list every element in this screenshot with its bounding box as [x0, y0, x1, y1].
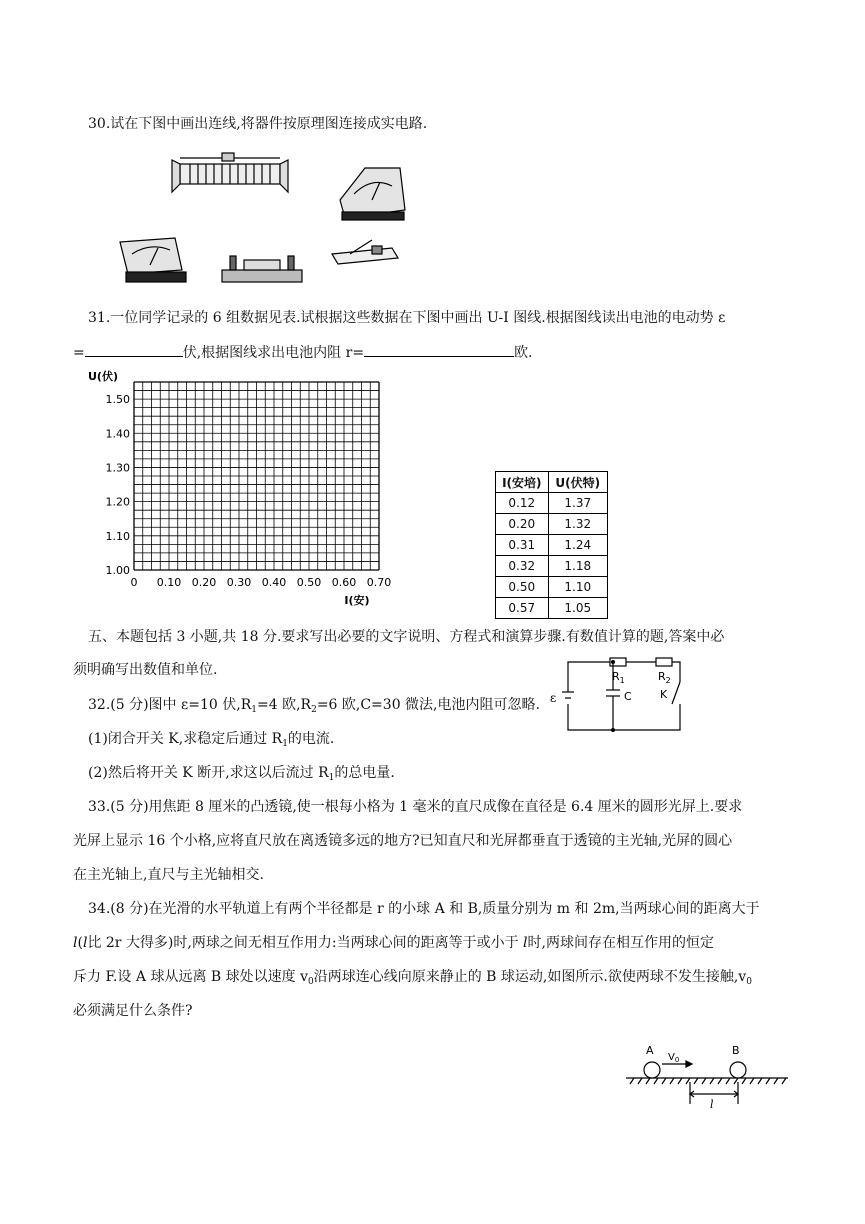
q33-line2: 光屏上显示 16 个小格,应将直尺放在离透镜多远的地方?已知直尺和光屏都垂直于透镜的主光轴,光屏的圆心: [73, 833, 733, 849]
rheostat-icon: [172, 153, 288, 192]
x-tick-label: 0.30: [226, 576, 252, 589]
circuit-c-label: C: [624, 690, 632, 703]
section5-line2: 须明确写出数值和单位.: [73, 662, 218, 678]
switch-icon: [332, 240, 398, 264]
track-figure: [622, 1042, 792, 1112]
q34-line2-end: 时,两球间存在相互作用的恒定: [527, 935, 714, 951]
table-cell: 0.50: [496, 577, 549, 598]
apparatus-figure: [110, 150, 410, 290]
circuit-r2-label: $R_2$: [658, 670, 671, 685]
q34-sub-a: 0: [308, 977, 314, 987]
velocity-label: $V_0$: [668, 1052, 680, 1064]
data-table: [495, 471, 608, 619]
y-tick-label: 1.50: [105, 393, 130, 407]
table-header-cell: I(安培): [496, 472, 549, 493]
q34-line4: 必须满足什么条件?: [73, 1003, 193, 1019]
circuit-k-label: K: [660, 688, 668, 701]
x-tick-label: 0.20: [191, 576, 217, 589]
table-cell: 0.32: [496, 556, 549, 577]
x-tick-label: 0.40: [261, 576, 287, 589]
q34-sub-b: 0: [746, 977, 752, 987]
table-row: [496, 514, 608, 535]
emf-blank[interactable]: [85, 342, 183, 357]
ui-graph: [70, 368, 400, 613]
table-cell: 1.10: [548, 577, 607, 598]
x-tick-label: 0.60: [331, 576, 357, 589]
q31-suffix: 欧.: [514, 345, 533, 361]
y-tick-label: 1.10: [105, 529, 130, 543]
table-cell: 1.18: [548, 556, 607, 577]
q34-l3: l: [523, 935, 528, 951]
table-cell: 1.05: [548, 598, 607, 619]
q33-line3: 在主光轴上,直尺与主光轴相交.: [73, 867, 264, 883]
q32-stem: 32.(5 分)图中 ε=10 伏$,R_1=4$ 欧$,R_2=6$ 欧,C=30 微法,电池内阻可忽略.: [88, 697, 540, 715]
y-tick-label: 1.40: [105, 427, 130, 441]
q33-line1: 33.(5 分)用焦距 8 厘米的凸透镜,使一根每小格为 1 毫米的直尺成像在直径是 6.4 厘米的圆形光屏上.要求: [88, 799, 743, 815]
table-header-row: [496, 472, 608, 493]
q34-line2: [73, 933, 714, 953]
q32-sub2: (2)然后将开关 K 断开,求这以后流过 $R_1$的总电量.: [88, 765, 395, 783]
x-tick-label: 0.10: [156, 576, 182, 589]
table-cell: 0.31: [496, 535, 549, 556]
q30-text: 30.试在下图中画出连线,将器件按原理图连接成实电路.: [88, 116, 428, 132]
q31-eq: =: [73, 345, 85, 361]
x-tick-label: 0: [130, 576, 138, 589]
table-cell: 1.32: [548, 514, 607, 535]
q34-line1: 34.(8 分)在光滑的水平轨道上有两个半径都是 r 的小球 A 和 B,质量分别为 m 和 2m,当两球心间的距离大于: [88, 901, 760, 917]
q32-stem-c: =6 欧,C=30 微法,电池内阻可忽略.: [316, 697, 540, 713]
q34-l1: l: [73, 935, 78, 951]
ball-b-label: B: [732, 1044, 740, 1057]
y-tick-label: 1.30: [105, 461, 130, 475]
q32-stem-a: 32.(5 分)图中 ε=10 伏,R: [88, 697, 252, 713]
voltmeter-icon: [120, 238, 186, 282]
circuit-diagram: [548, 652, 688, 737]
q34-line3-b: 沿两球连心线向原来静止的 B 球运动,如图所示.欲使两球不发生接触,v: [313, 969, 747, 985]
q32-sub1: (1)闭合开关 K,求稳定后通过 $R_1$的电流.: [88, 731, 335, 749]
q32-stem-b: =4 欧,R: [256, 697, 312, 713]
table-cell: 1.24: [548, 535, 607, 556]
q31-line2: [73, 342, 533, 363]
q32-sub2-a: (2)然后将开关 K 断开,求这以后流过 R: [88, 765, 329, 781]
y-tick-label: 1.00: [105, 564, 130, 577]
y-tick-label: 1.20: [105, 495, 130, 509]
ammeter-icon: [340, 168, 405, 220]
q34-line3-a: 斥力 F.设 A 球从远离 B 球处以速度 v: [73, 969, 308, 985]
circuit-r1-label: $R_1$: [612, 670, 625, 685]
distance-label: l: [710, 1098, 714, 1111]
table-row: [496, 556, 608, 577]
q32-sub1-b: 的电流.: [287, 731, 335, 747]
q34-l2: l: [82, 935, 88, 951]
table-cell: 0.20: [496, 514, 549, 535]
q34-line2-mid: 比 2r 大得多)时,两球之间无相互作用力:当两球心间的距离等于或小于: [87, 935, 524, 951]
table-header-cell: U(伏特): [548, 472, 607, 493]
x-tick-label: 0.50: [296, 576, 322, 589]
table-row: [496, 577, 608, 598]
battery-icon: [222, 256, 302, 282]
y-axis-label: U(伏): [88, 370, 118, 383]
table-row: [496, 535, 608, 556]
table-cell: 0.12: [496, 493, 549, 514]
circuit-emf-label: ε: [550, 691, 557, 705]
table-row: [496, 493, 608, 514]
ball-a-label: A: [646, 1044, 654, 1057]
q31-line1: 31.一位同学记录的 6 组数据见表.试根据这些数据在下图中画出 U-I 图线.根据图线读出电池的电动势 ε: [88, 310, 726, 326]
x-axis-label: I(安): [344, 594, 370, 607]
q32-sub1-a: (1)闭合开关 K,求稳定后通过 R: [88, 731, 283, 747]
q32-sub2-b: 的总电量.: [334, 765, 395, 781]
q34-paren: (: [77, 935, 83, 951]
q31-mid: 伏,根据图线求出电池内阻 r=: [182, 345, 365, 361]
table-cell: 0.57: [496, 598, 549, 619]
q34-line3: [73, 967, 752, 992]
resistance-blank[interactable]: [364, 342, 514, 357]
table-row: [496, 598, 608, 619]
section5-line1: 五、本题包括 3 小题,共 18 分.要求写出必要的文字说明、方程式和演算步骤.有数值计算的题,答案中必: [88, 629, 725, 645]
x-tick-label: 0.70: [366, 576, 392, 589]
table-cell: 1.37: [548, 493, 607, 514]
